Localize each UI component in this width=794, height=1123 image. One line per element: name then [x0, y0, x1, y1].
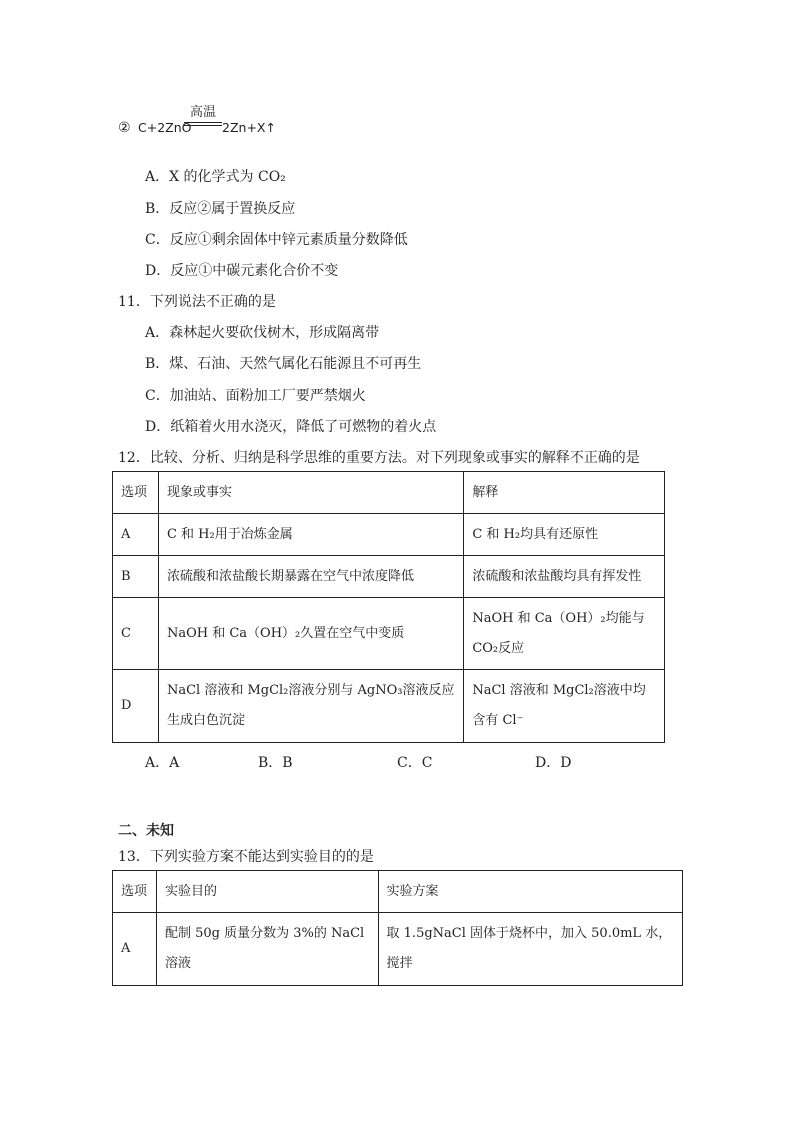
- q13-row-option: A: [113, 913, 157, 986]
- equation-double-line: [184, 122, 222, 126]
- q12-row-fact: 浓硫酸和浓盐酸长期暴露在空气中浓度降低: [158, 556, 463, 598]
- q12-row-fact: NaOH 和 Ca（OH）₂久置在空气中变质: [158, 598, 463, 670]
- equation-marker: ②: [118, 120, 131, 136]
- table-row: [113, 556, 665, 598]
- q10-option-c: C．反应①剩余固体中锌元素质量分数降低: [145, 232, 408, 248]
- q13-row-plan: 取 1.5gNaCl 固体于烧杯中，加入 50.0mL 水，搅拌: [378, 913, 682, 986]
- q13-stem: 13．下列实验方案不能达到实验目的的是: [118, 849, 374, 865]
- q11-option-c: C．加油站、面粉加工厂要严禁烟火: [145, 388, 366, 404]
- q10-option-a: A．X 的化学式为 CO₂: [145, 169, 286, 185]
- q12-row-fact: C 和 H₂用于冶炼金属: [158, 514, 463, 556]
- q12-answer-a: A．A: [145, 755, 180, 771]
- q12-header-fact: 现象或事实: [158, 472, 463, 514]
- q13-header-option: 选项: [113, 871, 157, 913]
- table-row: [113, 670, 665, 743]
- q12-row-explain: C 和 H₂均具有还原性: [464, 514, 665, 556]
- q12-row-fact: NaCl 溶液和 MgCl₂溶液分别与 AgNO₃溶液反应生成白色沉淀: [158, 670, 463, 743]
- q10-option-b: B．反应②属于置换反应: [145, 201, 296, 217]
- q13-header-row: [113, 871, 683, 913]
- q12-table: [112, 471, 665, 743]
- equation-arrow: [184, 106, 222, 126]
- q12-row-explain: NaOH 和 Ca（OH）₂均能与 CO₂反应: [464, 598, 665, 670]
- q13-header-goal: 实验目的: [156, 871, 378, 913]
- q13-table: [112, 870, 683, 986]
- q13-header-plan: 实验方案: [378, 871, 682, 913]
- q12-header-row: [113, 472, 665, 514]
- q11-option-b: B．煤、石油、天然气属化石能源且不可再生: [145, 356, 422, 372]
- q12-row-option: A: [113, 514, 159, 556]
- section-heading: 二、未知: [118, 823, 174, 839]
- q12-answer-c: C．C: [397, 755, 433, 771]
- q11-stem: 11．下列说法不正确的是: [118, 294, 276, 310]
- equation-products: 2Zn+X↑: [222, 120, 276, 135]
- q12-stem: 12．比较、分析、归纳是科学思维的重要方法。对下列现象或事实的解释不正确的是: [118, 450, 640, 466]
- q12-row-explain: NaCl 溶液和 MgCl₂溶液中均含有 Cl⁻: [464, 670, 665, 743]
- q12-row-explain: 浓硫酸和浓盐酸均具有挥发性: [464, 556, 665, 598]
- q11-option-d: D．纸箱着火用水浇灭，降低了可燃物的着火点: [145, 419, 437, 435]
- q10-option-d: D．反应①中碳元素化合价不变: [145, 263, 339, 279]
- table-row: [113, 913, 683, 986]
- q12-header-explain: 解释: [464, 472, 665, 514]
- q12-row-option: D: [113, 670, 159, 743]
- q12-row-option: B: [113, 556, 159, 598]
- equation-reactants: C+2ZnO: [138, 120, 192, 135]
- equation-condition: 高温: [189, 105, 216, 120]
- q12-header-option: 选项: [113, 472, 159, 514]
- q12-answer-d: D．D: [535, 755, 572, 771]
- q12-answer-b: B．B: [258, 755, 293, 771]
- q11-option-a: A．森林起火要砍伐树木，形成隔离带: [145, 325, 380, 341]
- table-row: [113, 598, 665, 670]
- q13-row-goal: 配制 50g 质量分数为 3%的 NaCl 溶液: [156, 913, 378, 986]
- table-row: [113, 514, 665, 556]
- q12-row-option: C: [113, 598, 159, 670]
